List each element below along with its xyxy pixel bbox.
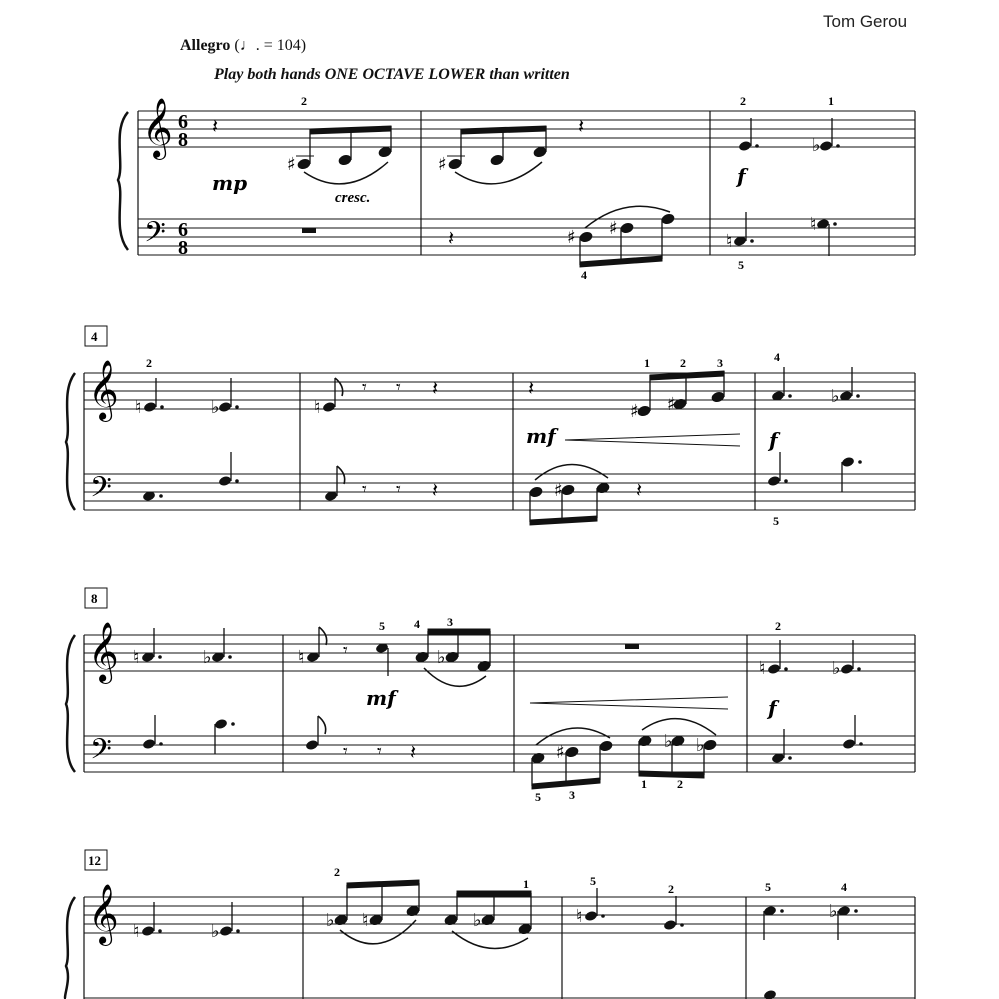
slur xyxy=(304,162,388,184)
eighth-note-group xyxy=(297,126,392,170)
natural-icon: ♮ xyxy=(133,647,140,668)
fingering: 2 xyxy=(775,619,781,633)
fingering: 2 xyxy=(740,94,746,108)
natural-icon: ♮ xyxy=(759,658,766,679)
sharp-icon: ♯ xyxy=(667,394,676,415)
treble-staff xyxy=(84,897,915,933)
slur xyxy=(452,931,528,948)
bass-clef-icon: 𝄢 xyxy=(90,471,112,511)
composer-name: Tom Gerou xyxy=(823,12,908,31)
eighth-note-group xyxy=(637,371,725,417)
note-head xyxy=(663,919,677,931)
natural-icon: ♮ xyxy=(298,647,305,668)
fingering: 5 xyxy=(590,874,596,888)
whole-rest-icon xyxy=(302,228,316,233)
fingering: 4 xyxy=(841,880,847,894)
dynamic-f: f xyxy=(737,164,746,188)
eighth-note-group xyxy=(448,126,547,170)
note-head xyxy=(214,718,228,730)
flat-icon: ♭ xyxy=(812,135,821,156)
tempo-value: = 104) xyxy=(263,37,307,54)
fingering: 5 xyxy=(773,514,779,528)
dotted-quarter-icon: ♩. xyxy=(239,37,260,54)
fingering: 5 xyxy=(765,880,771,894)
dotted-quarter-rest-icon: 𝄽 xyxy=(528,376,535,400)
fingering: 3 xyxy=(447,615,453,629)
dot xyxy=(750,239,754,243)
eighth-rest-icon: 𝄾 xyxy=(343,741,348,762)
fingering: 4 xyxy=(774,350,780,364)
fingering: 4 xyxy=(414,617,420,631)
system-1 xyxy=(118,94,915,282)
brace-icon xyxy=(65,897,75,999)
cresc-marking: cresc. xyxy=(335,190,371,206)
note-head xyxy=(767,663,781,675)
tempo-word: Allegro xyxy=(180,37,231,54)
fingering: 5 xyxy=(379,619,385,633)
flat-icon: ♭ xyxy=(473,910,482,931)
note-head xyxy=(218,401,232,413)
note-head xyxy=(738,140,752,152)
dynamic-f: f xyxy=(768,696,777,720)
brace-icon xyxy=(66,373,75,510)
crescendo-hairpin xyxy=(565,434,740,446)
dotted-quarter-rest-icon: 𝄽 xyxy=(410,740,417,764)
dot xyxy=(833,222,837,226)
dotted-quarter-rest-icon: 𝄽 xyxy=(578,114,585,138)
treble-clef-icon: 𝄞 xyxy=(88,360,119,420)
flat-icon: ♭ xyxy=(211,397,220,418)
system-2 xyxy=(66,326,915,528)
slur xyxy=(536,728,610,745)
sharp-icon: ♯ xyxy=(287,154,296,175)
natural-icon: ♮ xyxy=(810,214,817,235)
sharp-icon: ♯ xyxy=(438,154,447,175)
measure-number: 12 xyxy=(88,853,101,868)
performance-instruction: Play both hands ONE OCTAVE LOWER than written xyxy=(214,66,570,83)
fingering: 4 xyxy=(581,268,587,282)
natural-icon: ♮ xyxy=(133,921,140,942)
eighth-rest-icon: 𝄾 xyxy=(377,741,382,762)
fingering: 1 xyxy=(828,94,834,108)
dotted-quarter-rest-icon: 𝄽 xyxy=(212,114,219,138)
eighth-rest-icon: 𝄾 xyxy=(362,377,367,398)
note-head xyxy=(142,738,156,750)
note-head xyxy=(584,910,598,922)
fingering: 2 xyxy=(680,356,686,370)
dynamic-mf: mf xyxy=(526,424,556,448)
sharp-icon: ♯ xyxy=(556,742,565,763)
brace-icon xyxy=(118,112,128,250)
natural-icon: ♮ xyxy=(362,910,369,931)
flat-icon: ♭ xyxy=(437,647,446,668)
note-head xyxy=(840,663,854,675)
dotted-quarter-rest-icon: 𝄽 xyxy=(636,478,643,502)
slur xyxy=(455,162,542,184)
measure-number: 8 xyxy=(91,591,98,606)
eighth-rest-icon: 𝄾 xyxy=(396,377,401,398)
flat-icon: ♭ xyxy=(831,386,840,407)
time-sig-top: 6 xyxy=(178,111,188,133)
fingering: 5 xyxy=(738,258,744,272)
sharp-icon: ♯ xyxy=(567,227,576,248)
note-head xyxy=(218,475,232,487)
treble-clef-icon: 𝄞 xyxy=(88,622,119,682)
eighth-note-group xyxy=(531,740,613,789)
note-head xyxy=(763,989,777,999)
flat-icon: ♭ xyxy=(664,731,673,752)
treble-clef-icon: 𝄞 xyxy=(88,884,119,944)
fingering: 1 xyxy=(644,356,650,370)
time-sig-bottom: 8 xyxy=(178,129,188,151)
dynamic-mf: mf xyxy=(366,686,396,710)
eighth-note-group xyxy=(529,482,610,525)
sharp-icon: ♯ xyxy=(554,480,563,501)
eighth-note-group xyxy=(444,891,532,935)
treble-clef-icon: 𝄞 xyxy=(142,98,173,158)
fingering: 2 xyxy=(334,865,340,879)
note-head xyxy=(322,401,336,413)
note-head xyxy=(842,738,856,750)
fingering: 2 xyxy=(146,356,152,370)
fingering: 1 xyxy=(641,777,647,791)
dynamic-mp: mp xyxy=(212,171,248,195)
fingering: 2 xyxy=(301,94,307,108)
sharp-icon: ♯ xyxy=(609,218,618,239)
dotted-quarter-rest-icon: 𝄽 xyxy=(432,478,439,502)
dotted-quarter-rest-icon: 𝄽 xyxy=(432,376,439,400)
eighth-rest-icon: 𝄾 xyxy=(343,640,348,661)
natural-icon: ♮ xyxy=(726,231,733,252)
system-4 xyxy=(65,850,915,999)
time-sig-top: 6 xyxy=(178,219,188,241)
dynamic-f: f xyxy=(769,428,778,452)
bass-clef-icon: 𝄢 xyxy=(90,733,112,773)
flat-icon: ♭ xyxy=(211,921,220,942)
system-3 xyxy=(66,588,915,804)
slur xyxy=(642,719,716,735)
dotted-quarter-rest-icon: 𝄽 xyxy=(448,226,455,250)
bass-staff xyxy=(84,474,915,510)
bass-staff xyxy=(84,736,915,772)
treble-staff xyxy=(84,373,915,409)
bass-staff xyxy=(138,219,915,255)
fingering: 3 xyxy=(569,788,575,802)
note-head xyxy=(841,456,855,468)
brace-icon xyxy=(66,635,75,772)
note-head xyxy=(141,925,155,937)
fingering: 2 xyxy=(677,777,683,791)
natural-icon: ♮ xyxy=(576,906,583,927)
natural-icon: ♮ xyxy=(314,397,321,418)
dot xyxy=(755,144,759,148)
note-head xyxy=(819,140,833,152)
flat-icon: ♭ xyxy=(203,647,212,668)
fingering: 1 xyxy=(523,877,529,891)
flat-icon: ♭ xyxy=(829,901,838,922)
natural-icon: ♮ xyxy=(135,397,142,418)
fingering: 3 xyxy=(717,356,723,370)
tempo-paren-open: ( xyxy=(234,37,240,54)
eighth-rest-icon: 𝄾 xyxy=(362,479,367,500)
whole-rest-icon xyxy=(625,644,639,649)
note-head xyxy=(305,739,319,751)
fingering: 5 xyxy=(535,790,541,804)
note-head xyxy=(219,925,233,937)
bass-clef-icon: 𝄢 xyxy=(144,216,166,256)
flat-icon: ♭ xyxy=(326,910,335,931)
dot xyxy=(836,144,840,148)
eighth-rest-icon: 𝄾 xyxy=(396,479,401,500)
measure-number: 4 xyxy=(91,329,98,344)
sharp-icon: ♯ xyxy=(630,401,639,422)
time-sig-bottom: 8 xyxy=(178,237,188,259)
fingering: 2 xyxy=(668,882,674,896)
flat-icon: ♭ xyxy=(696,735,705,756)
note-head xyxy=(143,401,157,413)
crescendo-hairpin xyxy=(530,697,728,709)
eighth-note-group xyxy=(334,880,420,926)
note-head xyxy=(767,475,781,487)
flat-icon: ♭ xyxy=(832,658,841,679)
slur xyxy=(535,464,608,480)
